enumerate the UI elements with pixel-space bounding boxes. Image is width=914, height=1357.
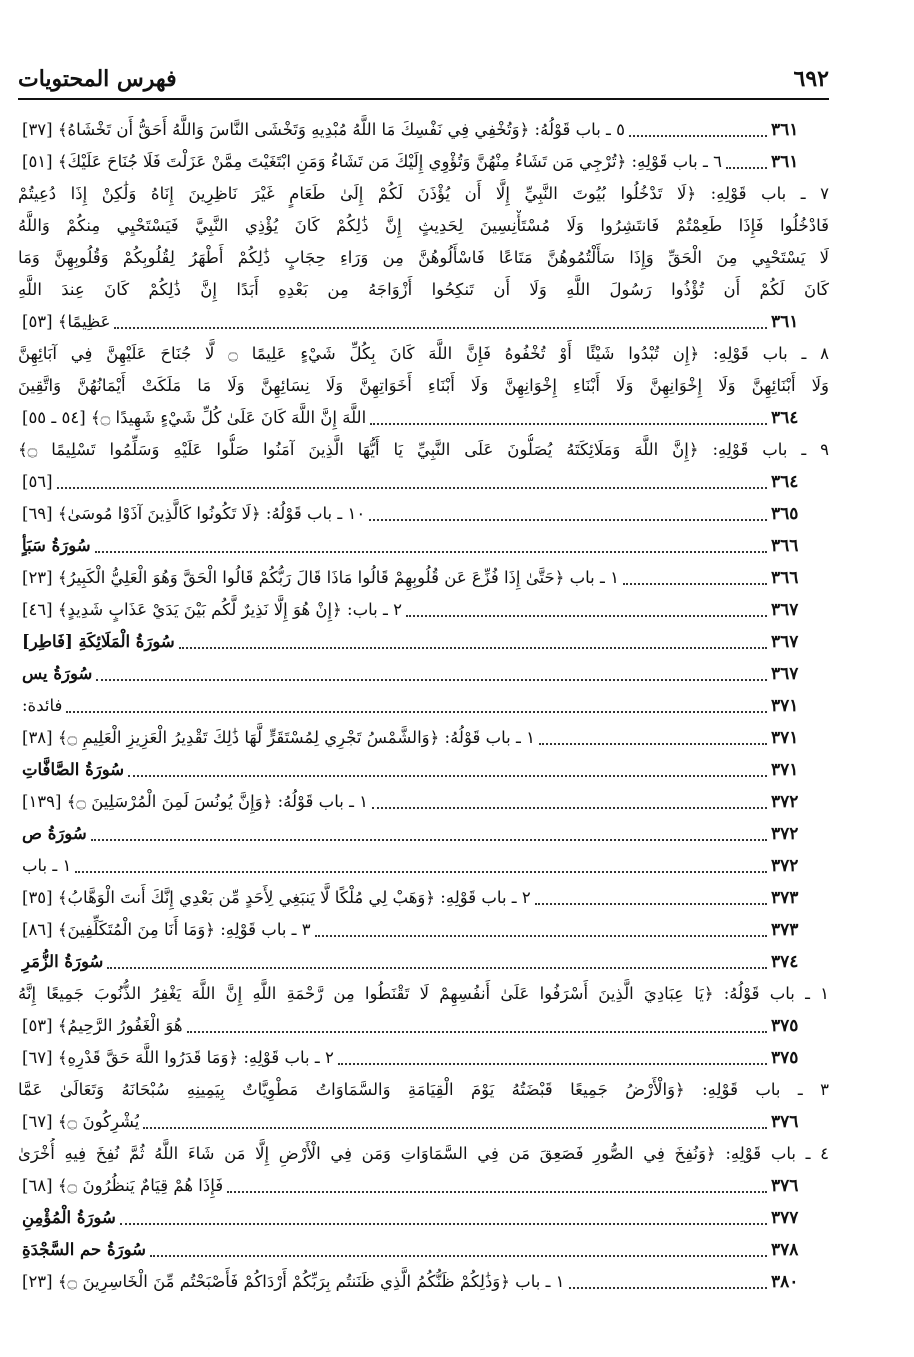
toc-entry-text: ١ ـ باب: [22, 856, 72, 875]
toc-surah-heading: [18, 946, 829, 978]
toc-entry: [18, 978, 829, 1042]
toc-entry: [18, 594, 829, 626]
toc-page-number: ٣٧٦: [771, 1112, 799, 1132]
toc-page-number: ٣٧١: [771, 696, 799, 716]
toc-page-number: ٣٧٢: [771, 792, 799, 812]
toc-surah-heading: [18, 754, 829, 786]
toc-entry: [18, 338, 829, 434]
toc-entry: [18, 114, 829, 146]
toc-surah-heading: [18, 1202, 829, 1234]
toc-surah-heading: [18, 1234, 829, 1266]
toc-page-number: ٣٧٧: [771, 1208, 799, 1228]
toc-entry-text: سُورَةُ الصَّافَّاتِ: [22, 760, 125, 779]
toc-page-number: ٣٧٥: [771, 1048, 799, 1068]
dot-leader: [179, 647, 767, 649]
dot-leader: [623, 583, 767, 585]
page-header: [18, 60, 829, 100]
dot-leader: [120, 1223, 767, 1225]
toc-page-number: ٣٦٥: [771, 504, 799, 524]
toc-entry-text: سُورَةُ سَبَأٍ: [22, 536, 91, 555]
toc-entry: [18, 1138, 829, 1202]
toc-page-number: ٣٦٧: [771, 664, 799, 684]
toc-entry-text: لَا يَسْتَحْيِي مِنَ الْحَقِّ وَإِذَا سَأَلْتُمُوهُنَّ مَتَاعًا فَاسْأَلُوهُنَّ مِن وَرَاءِ حِجَابٍ ذَٰلِكُمْ أَطْهَرُ لِقُلُوبِكُمْ وَقُلُوبِهِنَّ وَمَا: [18, 248, 829, 267]
dot-leader: [539, 743, 767, 745]
toc-page-number: ٣٦٧: [771, 632, 799, 652]
toc-entry-text: اللَّهَ إِنَّ اللَّهَ كَانَ عَلَىٰ كُلِّ شَيْءٍ شَهِيدًا ۝﴾ [٥٤ ـ ٥٥]: [22, 408, 367, 427]
toc-page-number: ٣٧٢: [771, 824, 799, 844]
toc-entry-text: فائدة:: [22, 696, 63, 715]
toc-page-number: ٣٦٧: [771, 600, 799, 620]
toc-entry-text: يُشْرِكُونَ ۝﴾ [٦٧]: [22, 1112, 140, 1131]
toc-page-number: ٣٧١: [771, 760, 799, 780]
dot-leader: [369, 519, 767, 521]
toc-entry: [18, 146, 829, 178]
dot-leader: [107, 967, 767, 969]
dot-leader: [406, 615, 767, 617]
dot-leader: [227, 1191, 767, 1193]
toc-entry: [18, 850, 829, 882]
toc-entry-text: وَلَا أَبْنَائِهِنَّ وَلَا إِخْوَانِهِنَّ وَلَا أَبْنَاءِ إِخْوَانِهِنَّ وَلَا أَبْنَاءِ أَخَوَاتِهِنَّ وَلَا نِسَائِهِنَّ وَلَا مَا مَلَكَتْ أَيْمَانُهُنَّ وَاتَّقِينَ: [18, 376, 829, 395]
toc-entry-text: ٣ ـ باب قَوْلِهِ: ﴿وَالْأَرْضُ جَمِيعًا قَبْضَتُهُ يَوْمَ الْقِيَامَةِ وَالسَّمَاوَاتُ مَطْوِيَّاتٌ بِيَمِينِهِ سُبْحَانَهُ وَتَعَالَىٰ عَمَّا: [18, 1080, 829, 1099]
dot-leader: [535, 903, 767, 905]
toc-entry: [18, 882, 829, 914]
dot-leader: [143, 1127, 767, 1129]
toc-entry-text: ٣ ـ باب قَوْلِهِ: ﴿وَمَا أَنَا مِنَ الْمُتَكَلِّفِينَ﴾ [٨٦]: [22, 920, 311, 939]
toc-entry-text: سُورَةُ حم السَّجْدَةِ: [22, 1240, 146, 1259]
toc-entry-text: ٢ ـ باب قَوْلِهِ: ﴿وَهَبْ لِي مُلْكًا لَّا يَنبَغِي لِأَحَدٍ مِّن بَعْدِي إِنَّكَ أَنتَ الْوَهَّابُ﴾ [٣٥]: [22, 888, 531, 907]
toc-entry: [18, 914, 829, 946]
dot-leader: [128, 775, 767, 777]
toc-page-number: ٣٧٨: [771, 1240, 799, 1260]
dot-leader: [726, 167, 767, 169]
toc-entry-text: سُورَةُ يس: [22, 664, 93, 683]
toc-page-number: ٣٧١: [771, 728, 799, 748]
toc-page-number: ٣٦٤: [771, 408, 799, 428]
toc-entry-text: كَانَ لَكُمْ أَن تُؤْذُوا رَسُولَ اللَّهِ وَلَا أَن تَنكِحُوا أَزْوَاجَهُ مِن بَعْدِهِ أَبَدًا إِنَّ ذَٰلِكُمْ كَانَ عِندَ اللَّهِ: [18, 280, 829, 299]
table-of-contents: [18, 114, 829, 1298]
toc-surah-heading: [18, 626, 829, 658]
toc-entry-text: ١٠ ـ باب قَوْلُهُ: ﴿لَا تَكُونُوا كَالَّذِينَ آذَوْا مُوسَىٰ﴾ [٦٩]: [22, 504, 366, 523]
toc-page-number: ٣٧٥: [771, 1016, 799, 1036]
toc-entry-text: عَظِيمًا﴾ [٥٣]: [22, 312, 111, 331]
toc-entry-text: ١ ـ باب قَوْلُهُ: ﴿وَإِنَّ يُونُسَ لَمِنَ الْمُرْسَلِينَ ۝﴾ [١٣٩]: [22, 792, 369, 811]
dot-leader: [95, 551, 767, 553]
toc-entry-text: ٨ ـ باب قَوْلِهِ: ﴿إِن تُبْدُوا شَيْئًا أَوْ تُخْفُوهُ فَإِنَّ اللَّهَ كَانَ بِكُلِّ شَيْءٍ عَلِيمًا ۝ لَّا جُنَاحَ عَلَيْهِنَّ فِي آبَائِهِنَّ: [18, 344, 829, 363]
toc-surah-heading: [18, 530, 829, 562]
toc-entry-text: فَادْخُلُوا فَإِذَا طَعِمْتُمْ فَانتَشِرُوا وَلَا مُسْتَأْنِسِينَ لِحَدِيثٍ إِنَّ ذَٰلِكُمْ كَانَ يُؤْذِي النَّبِيَّ فَيَسْتَحْيِي مِنكُمْ وَاللَّهُ: [18, 216, 829, 235]
toc-entry: [18, 498, 829, 530]
toc-page-number: ٣٨٠: [771, 1272, 799, 1292]
dot-leader: [370, 423, 767, 425]
toc-entry: [18, 434, 829, 498]
toc-surah-heading: [18, 658, 829, 690]
toc-page-number: ٣٧٣: [771, 920, 799, 940]
toc-entry: [18, 722, 829, 754]
toc-entry-text: سُورَةُ ص: [22, 824, 87, 843]
dot-leader: [629, 135, 767, 137]
toc-entry: [18, 690, 829, 722]
dot-leader: [372, 807, 767, 809]
toc-entry-text: سُورَةُ الْمَلَائِكَةِ [فَاطِر]: [22, 632, 175, 651]
toc-entry-text: ١ ـ باب قَوْلُهُ: ﴿يَا عِبَادِيَ الَّذِينَ أَسْرَفُوا عَلَىٰ أَنفُسِهِمْ لَا تَقْنَطُوا مِن رَّحْمَةِ اللَّهِ إِنَّ اللَّهَ يَغْفِرُ الذُّنُوبَ جَمِيعًا إِنَّهُ: [18, 984, 829, 1003]
toc-entry: [18, 1074, 829, 1138]
toc-page-number: ٣٧٤: [771, 952, 799, 972]
toc-entry-text: ٦ ـ باب قَوْلِهِ: ﴿تُرْجِي مَن تَشَاءُ مِنْهُنَّ وَتُؤْوِي إِلَيْكَ مَن تَشَاءُ وَمَنِ ابْتَغَيْتَ مِمَّنْ عَزَلْتَ فَلَا جُنَاحَ عَلَيْكَ﴾ [٥١]: [22, 152, 722, 171]
toc-page-number: ٣٧٣: [771, 888, 799, 908]
toc-entry-text: ٢ ـ باب: ﴿إِنْ هُوَ إِلَّا نَذِيرٌ لَّكُم بَيْنَ يَدَيْ عَذَابٍ شَدِيدٍ﴾ [٤٦]: [22, 600, 402, 619]
dot-leader: [338, 1063, 767, 1065]
toc-page-number: ٣٦١: [771, 312, 799, 332]
toc-page-number: ٣٦٤: [771, 472, 799, 492]
toc-page-number: ٣٧٦: [771, 1176, 799, 1196]
dot-leader: [150, 1255, 767, 1257]
toc-entry-text: هُوَ الْغَفُورُ الرَّحِيمُ﴾ [٥٣]: [22, 1016, 183, 1035]
dot-leader: [569, 1287, 767, 1289]
toc-entry-text: ٧ ـ باب قَوْلِهِ: ﴿لَا تَدْخُلُوا بُيُوتَ النَّبِيِّ إِلَّا أَن يُؤْذَنَ لَكُمْ إِلَىٰ طَعَامٍ غَيْرَ نَاظِرِينَ إِنَاهُ وَلَٰكِنْ إِذَا دُعِيتُمْ: [18, 184, 829, 203]
dot-leader: [315, 935, 767, 937]
toc-entry-text: سُورَةُ الْمُؤْمِنِ: [22, 1208, 116, 1227]
toc-entry: [18, 1266, 829, 1298]
toc-page-number: ٣٦١: [771, 120, 799, 140]
toc-page-number: ٣٦٦: [771, 536, 799, 556]
toc-entry-text: ٢ ـ باب قَوْلِهِ: ﴿وَمَا قَدَرُوا اللَّهَ حَقَّ قَدْرِهِ﴾ [٦٧]: [22, 1048, 334, 1067]
dot-leader: [66, 711, 767, 713]
running-title: فهرس المحتويات: [18, 66, 177, 92]
toc-page-number: ٣٧٢: [771, 856, 799, 876]
toc-entry-text: سُورَةُ الزُّمَرِ: [22, 952, 104, 971]
dot-leader: [91, 839, 767, 841]
toc-entry: [18, 178, 829, 338]
toc-entry: [18, 1042, 829, 1074]
page-number: ٦٩٢: [793, 66, 829, 92]
toc-entry-text: فَإِذَا هُمْ قِيَامٌ يَنظُرُونَ ۝﴾ [٦٨]: [22, 1176, 224, 1195]
toc-page-number: ٣٦١: [771, 152, 799, 172]
dot-leader: [114, 327, 767, 329]
toc-entry-text: ٤ ـ باب قَوْلِهِ: ﴿وَنُفِخَ فِي الصُّورِ فَصَعِقَ مَن فِي السَّمَاوَاتِ وَمَن فِي الْأَرْضِ إِلَّا مَن شَاءَ اللَّهُ ثُمَّ نُفِخَ فِيهِ أُخْرَىٰ: [18, 1144, 829, 1163]
toc-page-number: ٣٦٦: [771, 568, 799, 588]
toc-entry-text: ١ ـ باب ﴿حَتَّىٰ إِذَا فُزِّعَ عَن قُلُوبِهِمْ قَالُوا مَاذَا قَالَ رَبُّكُمْ قَالُوا الْحَقَّ وَهُوَ الْعَلِيُّ الْكَبِيرُ﴾ [٢٣]: [22, 568, 619, 587]
toc-entry-text: ٩ ـ باب قَوْلِهِ: ﴿إِنَّ اللَّهَ وَمَلَائِكَتَهُ يُصَلُّونَ عَلَى النَّبِيِّ يَا أَيُّهَا الَّذِينَ آمَنُوا صَلُّوا عَلَيْهِ وَسَلِّمُوا تَسْلِيمًا ۝﴾: [18, 440, 829, 459]
toc-entry-text: ١ ـ باب قَوْلُهُ: ﴿وَالشَّمْسُ تَجْرِي لِمُسْتَقَرٍّ لَّهَا ذَٰلِكَ تَقْدِيرُ الْعَزِيزِ الْعَلِيمِ ۝﴾ [٣٨]: [22, 728, 535, 747]
toc-surah-heading: [18, 818, 829, 850]
dot-leader: [57, 487, 767, 489]
dot-leader: [75, 871, 767, 873]
toc-entry: [18, 786, 829, 818]
dot-leader: [96, 679, 767, 681]
toc-entry-text: ٥ ـ باب قَوْلُهُ: ﴿وَتُخْفِي فِي نَفْسِكَ مَا اللَّهُ مُبْدِيهِ وَتَخْشَى النَّاسَ وَاللَّهُ أَحَقُّ أَن تَخْشَاهُ﴾ [٣٧]: [22, 120, 625, 139]
toc-entry: [18, 562, 829, 594]
toc-entry-text: ١ ـ باب ﴿وَذَٰلِكُمْ ظَنُّكُمُ الَّذِي ظَنَنتُم بِرَبِّكُمْ أَرْدَاكُمْ فَأَصْبَحْتُم مِّنَ الْخَاسِرِينَ ۝﴾ [٢٣]: [22, 1272, 565, 1291]
toc-entry-text: [٥٦]: [22, 472, 53, 491]
dot-leader: [187, 1031, 767, 1033]
